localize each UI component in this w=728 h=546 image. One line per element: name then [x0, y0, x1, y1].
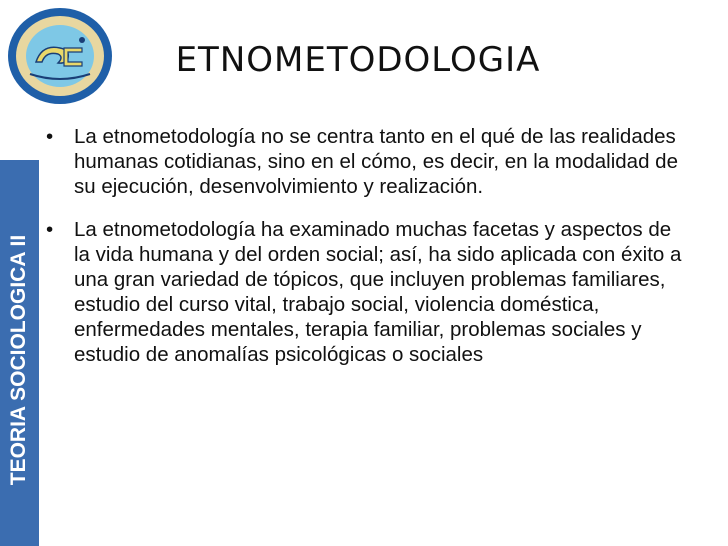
- bullet-text: La etnometodología ha examinado muchas facetas y aspectos de la vida humana y del orden social; así, ha sido aplicada con éxito a una gran variedad de tópicos, que incluyen problemas familiares, estudio del curso vital, trabajo social, violencia doméstica, enfermedades mentales, terapia familiar, problemas sociales y estudio de anomalías psicológicas o sociales: [74, 218, 682, 366]
- course-label: TEORIA SOCIOLOGICA II: [7, 234, 30, 486]
- slide-title: ETNOMETODOLOGIA: [175, 40, 541, 80]
- university-logo: [6, 6, 114, 106]
- bullet-marker: •: [46, 125, 54, 148]
- bullet-text: La etnometodología no se centra tanto en el qué de las realidades humanas cotidianas, sino en el cómo, es decir, en la modalidad de su ejecución, desenvolvimiento y realización.: [74, 125, 678, 198]
- bullet-item: [42, 217, 692, 367]
- bullet-item: [42, 124, 692, 199]
- university-seal-icon: [6, 6, 114, 106]
- bullet-marker: •: [46, 218, 54, 241]
- bullet-list: [42, 124, 692, 385]
